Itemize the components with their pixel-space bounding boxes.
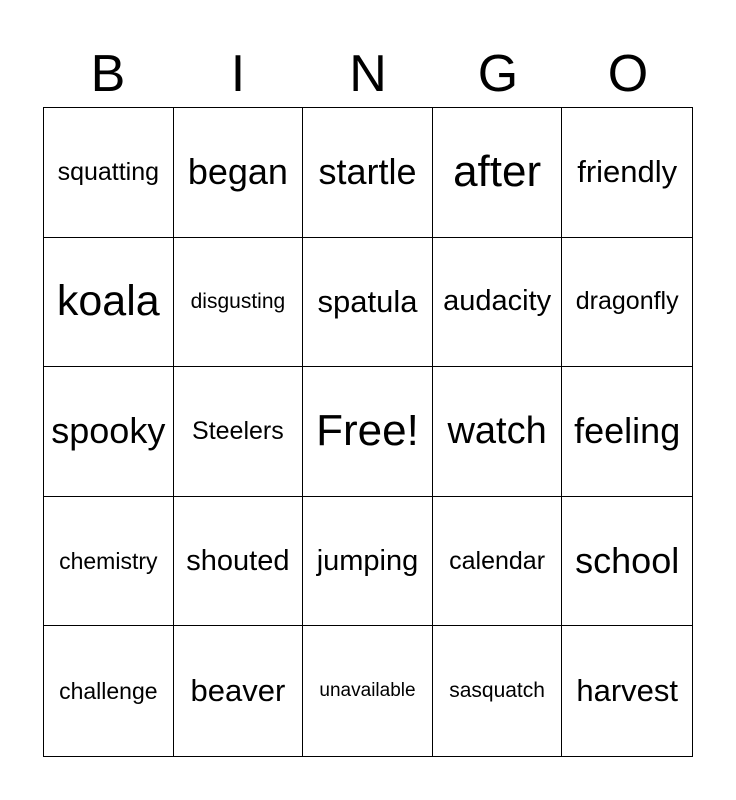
- bingo-cell[interactable]: startle: [303, 108, 433, 238]
- bingo-cell[interactable]: squatting: [44, 108, 174, 238]
- bingo-cell[interactable]: shouted: [174, 497, 304, 627]
- header-letter-o: O: [607, 45, 649, 103]
- bingo-cell[interactable]: watch: [433, 367, 563, 497]
- bingo-cell[interactable]: friendly: [562, 108, 692, 238]
- bingo-cell[interactable]: began: [174, 108, 304, 238]
- bingo-cell[interactable]: spatula: [303, 238, 433, 368]
- bingo-cell[interactable]: challenge: [44, 626, 174, 756]
- bingo-cell[interactable]: koala: [44, 238, 174, 368]
- bingo-cell[interactable]: audacity: [433, 238, 563, 368]
- bingo-cell[interactable]: Steelers: [174, 367, 304, 497]
- header-letter-i: I: [230, 45, 246, 103]
- bingo-board: [43, 107, 693, 757]
- bingo-cell[interactable]: unavailable: [303, 626, 433, 756]
- bingo-cell[interactable]: sasquatch: [433, 626, 563, 756]
- bingo-cell[interactable]: school: [562, 497, 692, 627]
- bingo-cell[interactable]: dragonfly: [562, 238, 692, 368]
- header-letter-b: B: [90, 45, 126, 103]
- bingo-cell[interactable]: chemistry: [44, 497, 174, 627]
- bingo-cell[interactable]: feeling: [562, 367, 692, 497]
- bingo-cell[interactable]: harvest: [576, 673, 679, 709]
- bingo-header: [43, 40, 693, 108]
- bingo-cell[interactable]: calendar: [433, 497, 563, 627]
- bingo-cell[interactable]: beaver: [174, 626, 304, 756]
- bingo-cell[interactable]: spooky: [44, 367, 174, 497]
- bingo-cell[interactable]: jumping: [303, 497, 433, 627]
- free-space-cell[interactable]: Free!: [303, 367, 433, 497]
- header-letter-g: G: [477, 45, 519, 103]
- header-letter-n: N: [349, 45, 387, 103]
- bingo-cell[interactable]: after: [433, 108, 563, 238]
- bingo-cell[interactable]: disgusting: [174, 238, 304, 368]
